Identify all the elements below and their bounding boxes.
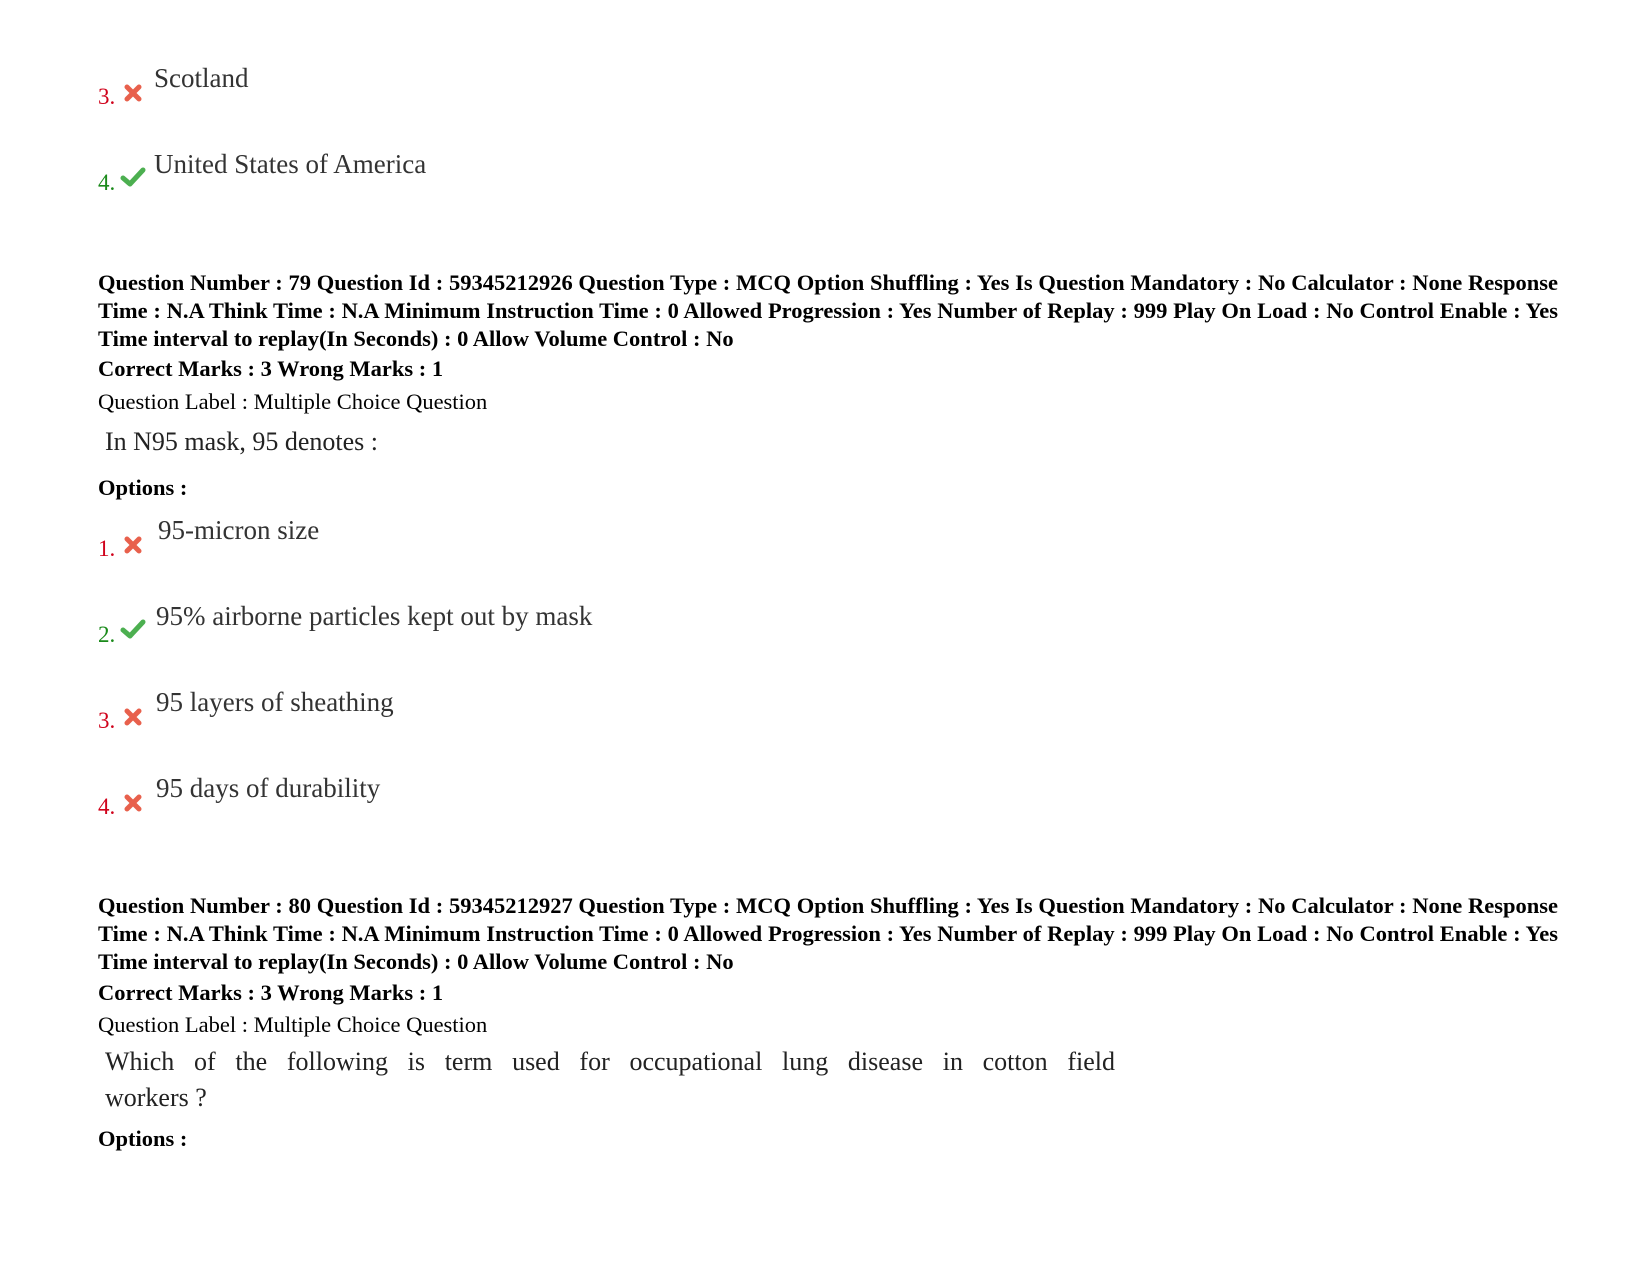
prev-option-4 (98, 149, 998, 214)
question-79-text: In N95 mask, 95 denotes : (105, 427, 378, 456)
cross-icon (120, 704, 146, 730)
option-number: 4. (98, 170, 116, 195)
option-text: 95 days of durability (156, 773, 381, 803)
question-80-options-heading: Options : (98, 1126, 188, 1151)
question-80-text-line-2: workers ? (105, 1083, 207, 1112)
option-text: 95% airborne particles kept out by mask (156, 601, 593, 631)
option-number: 4. (98, 794, 116, 819)
question-80-marks: Correct Marks : 3 Wrong Marks : 1 (98, 980, 444, 1005)
question-80-text-line-1: Which of the following is term used for occupational lung disease in cotton field (105, 1047, 1115, 1076)
question-80-meta: Question Number : 80 Question Id : 59345212927 Question Type : MCQ Option Shuffling : Yes Is Question Mandatory : No Calculator : None Response Time : N.A Think Time : N.A Minimum Instruction Time : 0 Allowed Progression : Yes Number of Replay : 999 Play On Load : No Control Enable : Yes Time interval to replay(In Seconds) : 0 Allow Volume Control : No (98, 893, 1558, 974)
option-number: 2. (98, 622, 116, 647)
question-79-options-heading: Options : (98, 475, 188, 500)
question-79-meta: Question Number : 79 Question Id : 59345212926 Question Type : MCQ Option Shuffling : Yes Is Question Mandatory : No Calculator : None Response Time : N.A Think Time : N.A Minimum Instruction Time : 0 Allowed Progression : Yes Number of Replay : 999 Play On Load : No Control Enable : Yes Time interval to replay(In Seconds) : 0 Allow Volume Control : No (98, 270, 1558, 351)
q79-option-1 (98, 515, 998, 580)
question-79-label: Question Label : Multiple Choice Question (98, 389, 488, 414)
option-number: 3. (98, 708, 116, 733)
check-icon (120, 164, 146, 190)
q79-option-3 (98, 687, 998, 752)
q79-option-2 (98, 601, 998, 666)
option-number: 1. (98, 536, 116, 561)
option-text: 95 layers of sheathing (156, 687, 394, 717)
question-80-label: Question Label : Multiple Choice Question (98, 1012, 488, 1037)
question-79-marks: Correct Marks : 3 Wrong Marks : 1 (98, 356, 444, 381)
option-text: 95-micron size (158, 515, 320, 545)
cross-icon (120, 532, 146, 558)
prev-option-3 (98, 63, 998, 128)
option-text: United States of America (154, 149, 427, 179)
cross-icon (120, 80, 146, 106)
q79-option-4 (98, 773, 998, 838)
option-text: Scotland (154, 63, 249, 93)
option-number: 3. (98, 84, 116, 109)
cross-icon (120, 790, 146, 816)
check-icon (120, 616, 146, 642)
